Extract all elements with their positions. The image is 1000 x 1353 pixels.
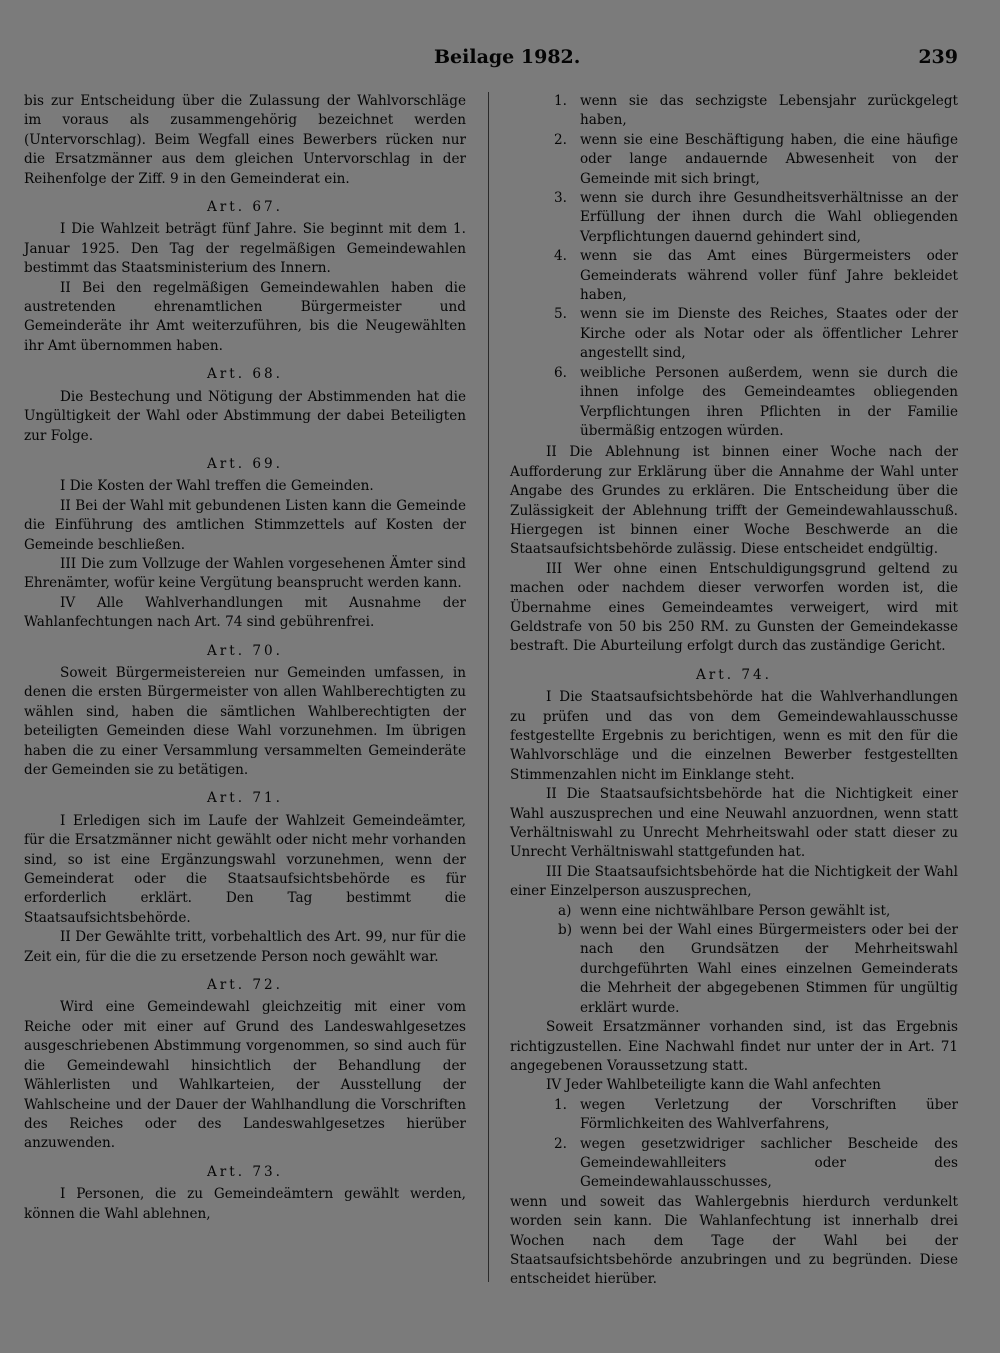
list-number: 6. <box>554 364 567 381</box>
list-item <box>510 131 958 189</box>
list-text: wenn sie das Amt eines Bürgermeisters oder Gemeinderats während voller fünf Jahre bekleidet haben, <box>580 248 958 304</box>
paragraph: Die Bestechung und Nötigung der Abstimmenden hat die Ungültigkeit der Wahl oder Abstimmung der dabei Beteiligten zur Folge. <box>24 388 466 444</box>
article-heading: Art. 71. <box>206 790 284 807</box>
list-text: wegen gesetzwidriger sachlicher Bescheide des Gemeindewahlleiters oder des Gemeindewahlausschusses, <box>580 1135 958 1191</box>
page-title: Beilage 1982. <box>434 46 581 68</box>
list-number: 2. <box>554 1135 567 1152</box>
paragraph: I Erledigen sich im Laufe der Wahlzeit Gemeindeämter, für die Ersatzmänner nicht gewählt oder nicht mehr vorhanden sind, so ist eine Ergänzungswahl vorzunehmen, wenn der Gemeinderat oder die Staatsaufsichtsbehörde es für erforderlich erklärt. Den Tag bestimmt die Staatsaufsichtsbehörde. <box>24 812 466 926</box>
list-text: wenn sie das sechzigste Lebensjahr zurückgelegt haben, <box>580 93 958 129</box>
paragraph: bis zur Entscheidung über die Zulassung der Wahlvorschläge im voraus als zusammengehörig bezeichnet werden (Untervorschlag). Beim Wegfall eines Bewerbers rücken nur die Ersatzmänner aus dem gleichen Untervorschlag in der Reihenfolge der Ziff. 9 in den Gemeinderat ein. <box>24 93 466 187</box>
list-text: wenn eine nichtwählbare Person gewählt ist, <box>580 902 891 919</box>
page-header <box>24 46 958 74</box>
list-text: wenn sie im Dienste des Reiches, Staates oder der Kirche oder als Notar oder als öffentlicher Lehrer angestellt sind, <box>580 306 958 362</box>
paragraph: IV Alle Wahlverhandlungen mit Ausnahme der Wahlanfechtungen nach Art. 74 sind gebührenfrei. <box>24 594 466 631</box>
paragraph: I Die Staatsaufsichtsbehörde hat die Wahlverhandlungen zu prüfen und das von dem Gemeindewahlausschusse festgestellte Ergebnis zu berichtigen, wenn es mit den für die Wahlvorschläge und die einzelnen Bewerber festgestellten Stimmenzahlen nicht im Einklange steht. <box>510 689 958 783</box>
column-divider <box>488 92 489 1282</box>
list-item <box>510 247 958 305</box>
paragraph: III Die zum Vollzuge der Wahlen vorgesehenen Ämter sind Ehrenämter, wofür keine Vergütung beansprucht werden kann. <box>24 555 466 592</box>
paragraph: Wird eine Gemeindewahl gleichzeitig mit einer vom Reiche oder mit einer auf Grund des Landeswahlgesetzes ausgeschriebenen Abstimmung vorgenommen, so sind auch für die Gemeindewahl hinsichtlich der Behandlung der Wählerlisten und Wahlkarteien, der Ausstellung der Wahlscheine und der Dauer der Wahlhandlung die Vorschriften des Reiches oder des Landeswahlgesetzes hierüber anzuwenden. <box>24 999 466 1152</box>
list-number: 3. <box>554 190 567 207</box>
list-text: weibliche Personen außerdem, wenn sie durch die ihnen infolge des Gemeindeamtes obliegenden Verpflichtungen ihren Pflichten in der Familie übermäßig entzogen würden. <box>580 364 958 439</box>
article-heading: Art. 69. <box>206 455 284 472</box>
article-heading: Art. 74. <box>695 666 773 683</box>
list-item <box>510 902 958 921</box>
list-letter: a) <box>558 902 572 919</box>
article-heading: Art. 72. <box>206 977 284 994</box>
paragraph: II Die Staatsaufsichtsbehörde hat die Nichtigkeit einer Wahl auszusprechen und eine Neuwahl anzuordnen, wenn statt Verhältniswahl zu Unrecht Mehrheitswahl oder statt dieser zu Unrecht Verhältniswahl stattgefunden hat. <box>510 786 958 861</box>
list-number: 5. <box>554 306 567 323</box>
page-number: 239 <box>918 46 958 68</box>
paragraph: III Wer ohne einen Entschuldigungsgrund geltend zu machen oder nachdem dieser verworfen worden ist, die Übernahme eines Gemeindeamtes verweigert, wird mit Geldstrafe von 50 bis 250 RM. zu Gunsten der Gemeindekasse bestraft. Die Aburteilung erfolgt durch das zuständige Gericht. <box>510 560 958 655</box>
list-text: wenn sie eine Beschäftigung haben, die eine häufige oder lange andauernde Abwesenheit von der Gemeinde mit sich bringt, <box>580 131 958 187</box>
list-item <box>510 1135 958 1193</box>
list-text: wenn sie durch ihre Gesundheitsverhältnisse an der Erfüllung der ihnen durch die Wahl obliegenden Verpflichtungen dauernd gehindert sind, <box>580 190 958 245</box>
list-letter: b) <box>558 922 573 939</box>
list-number: 4. <box>554 248 567 265</box>
list-item <box>510 364 958 442</box>
list-text: wenn bei der Wahl eines Bürgermeisters oder bei der nach den Grundsätzen der Mehrheitswahl durchgeführten Wahl eines einzelnen Gemeinderats die Mehrheit der abgegebenen Stimmen für ungültig erklärt wurde. <box>580 922 958 1016</box>
paragraph: II Bei den regelmäßigen Gemeindewahlen haben die austretenden ehrenamtlichen Bürgermeister und Gemeinderäte ihr Amt weiterzuführen, bis die Neugewählten ihr Amt übernommen haben. <box>24 279 466 354</box>
paragraph: I Die Wahlzeit beträgt fünf Jahre. Sie beginnt mit dem 1. Januar 1925. Den Tag der regelmäßigen Gemeindewahlen bestimmt das Staatsministerium des Innern. <box>24 221 466 277</box>
list-number: 2. <box>554 131 567 148</box>
paragraph: Soweit Bürgermeistereien nur Gemeinden umfassen, in denen die ersten Bürgermeister von allen Wahlberechtigten zu wählen sind, haben die sämtlichen Wahlberechtigten der beteiligten Gemeinden diese Wahl vorzunehmen. Im übrigen haben die zu einer Versammlung versammelten Gemeinderäte der Gemeinden sie zu betätigen. <box>24 664 466 778</box>
paragraph: II Der Gewählte tritt, vorbehaltlich des Art. 99, nur für die Zeit ein, für die die zu ersetzende Person noch gewählt war. <box>24 929 466 965</box>
left-column <box>24 92 466 1224</box>
list-item <box>510 92 958 131</box>
paragraph: Soweit Ersatzmänner vorhanden sind, ist das Ergebnis richtigzustellen. Eine Nachwahl findet nur unter der in Art. 71 angegebenen Voraussetzung statt. <box>510 1019 958 1074</box>
right-column <box>510 92 958 1290</box>
list-item <box>510 305 958 363</box>
paragraph: I Die Kosten der Wahl treffen die Gemeinden. <box>60 478 374 495</box>
paragraph: II Die Ablehnung ist binnen einer Woche nach der Aufforderung zur Erklärung über die Annahme der Wahl unter Angabe des Grundes zu erklären. Die Entscheidung über die Zulässigkeit der Ablehnung trifft der Gemeindewahlausschuß. Hiergegen ist binnen einer Woche Beschwerde an die Staatsaufsichtsbehörde zulässig. Diese entscheidet endgültig. <box>510 444 958 558</box>
article-heading: Art. 67. <box>206 199 284 216</box>
list-item <box>510 1096 958 1135</box>
article-heading: Art. 70. <box>206 642 284 659</box>
list-item <box>510 921 958 1018</box>
list-text: wegen Verletzung der Vorschriften über Förmlichkeiten des Wahlverfahrens, <box>580 1096 958 1133</box>
article-heading: Art. 73. <box>206 1163 284 1180</box>
list-number: 1. <box>554 1096 567 1113</box>
paragraph: III Die Staatsaufsichtsbehörde hat die Nichtigkeit der Wahl einer Einzelperson auszusprechen, <box>510 863 958 900</box>
list-item <box>510 189 958 247</box>
paragraph: IV Jeder Wahlbeteiligte kann die Wahl anfechten <box>546 1077 881 1094</box>
paragraph: I Personen, die zu Gemeindeämtern gewählt werden, können die Wahl ablehnen, <box>24 1186 466 1222</box>
article-heading: Art. 68. <box>206 366 284 383</box>
list-number: 1. <box>554 93 567 109</box>
paragraph: wenn und soweit das Wahlergebnis hierdurch verdunkelt worden sein kann. Die Wahlanfechtung ist innerhalb drei Wochen nach dem Tage der Wahl bei der Staatsaufsichtsbehörde anzubringen und zu begründen. Diese entscheidet hierüber. <box>510 1193 958 1288</box>
paragraph: II Bei der Wahl mit gebundenen Listen kann die Gemeinde die Einführung des amtlichen Stimmzettels auf Kosten der Gemeinde beschließen. <box>24 497 466 553</box>
